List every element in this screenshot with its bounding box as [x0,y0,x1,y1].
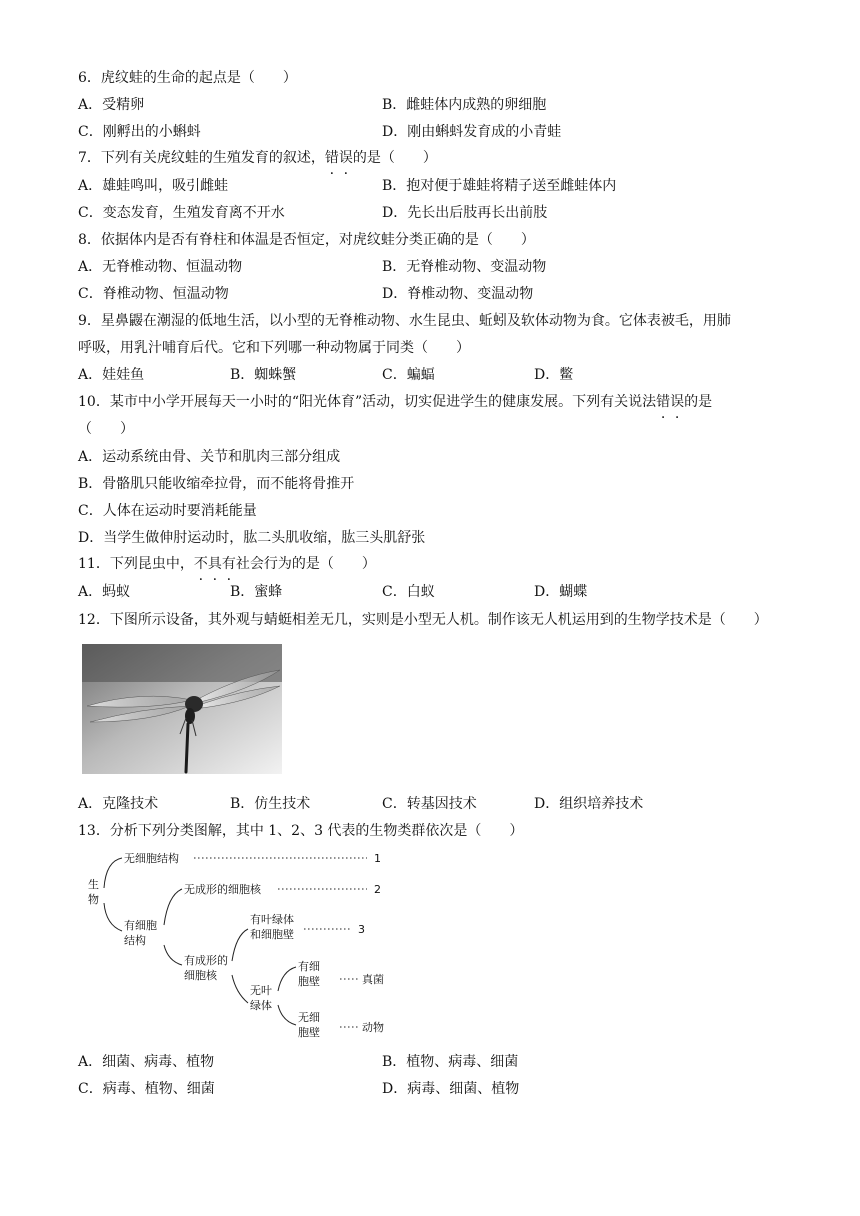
q11-option-d: D．蝴蝶 [534,584,588,600]
q9-option-d: D．鳖 [534,367,574,383]
label-organisms-2: 物 [88,893,99,906]
label-has-nucleus-2: 细胞核 [184,969,217,982]
label-has-wall-2: 胞壁 [298,975,320,988]
q10-option-b: B．骨骼肌只能收缩牵拉骨，而不能将骨推开 [78,476,355,492]
label-number-1: 1 [374,852,381,865]
q13-option-b: B．植物、病毒、细菌 [382,1054,519,1070]
label-no-chloroplast-1: 无叶 [250,984,272,997]
q13-option-c: C．病毒、植物、细菌 [78,1081,215,1097]
label-fungi: 真菌 [362,973,384,986]
question-11-stem [78,554,376,574]
emphasis-char: 误 [338,150,353,166]
q7-option-a: A．雄蛙鸣叫，吸引雌蛙 [78,178,229,194]
q8-option-b: B．无脊椎动物、变温动物 [382,259,547,275]
question-8-stem: 8．依据体内是否有脊柱和体温是否恒定，对虎纹蛙分类正确的是（ ） [78,232,535,248]
q9-option-a: A．娃娃鱼 [78,367,145,383]
q9-option-c: C．蝙蝠 [382,367,435,383]
q11-option-a: A．蚂蚁 [78,584,131,600]
q12-option-d: D．组织培养技术 [534,796,644,812]
q13-option-a: A．细菌、病毒、植物 [78,1054,215,1070]
q10-option-a: A．运动系统由骨、关节和肌肉三部分组成 [78,449,341,465]
q6-option-b: B．雌蛙体内成熟的卵细胞 [382,97,547,113]
q12-option-c: C．转基因技术 [382,796,477,812]
q7-option-d: D．先长出后肢再长出前肢 [382,205,548,221]
question-10-stem [78,392,712,412]
label-chloroplast-wall-2: 和细胞壁 [250,928,294,941]
stem-text: 社会行为的是（ ） [235,556,376,572]
question-7-stem [78,148,437,168]
question-9-stem-line1: 9．星鼻鼹在潮湿的低地生活，以小型的无脊椎动物、水生昆虫、蚯蚓及软体动物为食。它体表被毛，用肺 [78,313,731,329]
q8-option-d: D．脊椎动物、变温动物 [382,286,534,302]
question-10-stem-line2: （ ） [78,421,134,437]
stem-text: 7．下列有关虎纹蛙的生殖发育的叙述， [78,150,325,166]
label-no-wall-1: 无细 [298,1011,320,1024]
emphasis-char: 错 [324,150,339,166]
label-animal: 动物 [362,1021,384,1034]
label-has-wall-1: 有细 [298,960,320,973]
label-has-nucleus-1: 有成形的 [184,954,228,967]
label-no-cell-structure: 无细胞结构 [124,852,179,865]
q10-option-c: C．人体在运动时要消耗能量 [78,503,257,519]
q7-option-b: B．抱对便于雄蛙将精子送至雌蛙体内 [382,178,617,194]
q7-option-c: C．变态发育，生殖发育离不开水 [78,205,285,221]
q11-option-b: B．蜜蜂 [230,584,283,600]
question-9-stem-line2: 呼吸，用乳汁哺育后代。它和下列哪一种动物属于同类（ ） [78,340,470,356]
label-has-cell-1: 有细胞 [124,919,157,932]
label-no-chloroplast-2: 绿体 [250,999,272,1012]
emphasis-char: 有 [221,556,236,572]
q10-option-d: D．当学生做伸肘运动时，肱二头肌收缩，肱三头肌舒张 [78,530,426,546]
q8-option-c: C．脊椎动物、恒温动物 [78,286,229,302]
q6-option-d: D．刚由蝌蚪发育成的小青蛙 [382,124,562,140]
classification-tree-diagram [82,843,412,1043]
stem-text: 的是 [684,394,713,410]
question-13-stem: 13．分析下列分类图解，其中 1、2、3 代表的生物类群依次是（ ） [78,823,524,839]
emphasis-char: 错 [656,394,671,410]
q8-option-a: A．无脊椎动物、恒温动物 [78,259,243,275]
label-chloroplast-wall-1: 有叶绿体 [250,913,294,926]
question-6-stem: 6．虎纹蛙的生命的起点是（ ） [78,70,297,86]
q12-option-a: A．克隆技术 [78,796,159,812]
emphasis-char: 不 [193,556,208,572]
label-organisms-1: 生 [88,878,99,891]
question-12-stem: 12．下图所示设备，其外观与蜻蜓相差无几，实则是小型无人机。制作该无人机运用到的生物学技术是（ ） [78,612,768,628]
label-no-wall-2: 胞壁 [298,1026,320,1039]
stem-text: 10．某市中小学开展每天一小时的“阳光体育”活动，切实促进学生的健康发展。下列有关说法 [78,394,657,410]
q12-option-b: B．仿生技术 [230,796,311,812]
q6-option-c: C．刚孵出的小蝌蚪 [78,124,201,140]
stem-text: 的是（ ） [352,150,437,166]
emphasis-char: 具 [207,556,222,572]
dragonfly-drone-photo [82,644,282,774]
q6-option-a: A．受精卵 [78,97,145,113]
stem-text: 11．下列昆虫中， [78,556,194,572]
label-number-3: 3 [358,923,365,936]
q11-option-c: C．白蚁 [382,584,435,600]
q13-option-d: D．病毒、细菌、植物 [382,1081,520,1097]
q9-option-b: B．蜘蛛蟹 [230,367,297,383]
label-no-nucleus: 无成形的细胞核 [184,883,261,896]
emphasis-char: 误 [670,394,685,410]
label-has-cell-2: 结构 [124,934,146,947]
label-number-2: 2 [374,883,381,896]
